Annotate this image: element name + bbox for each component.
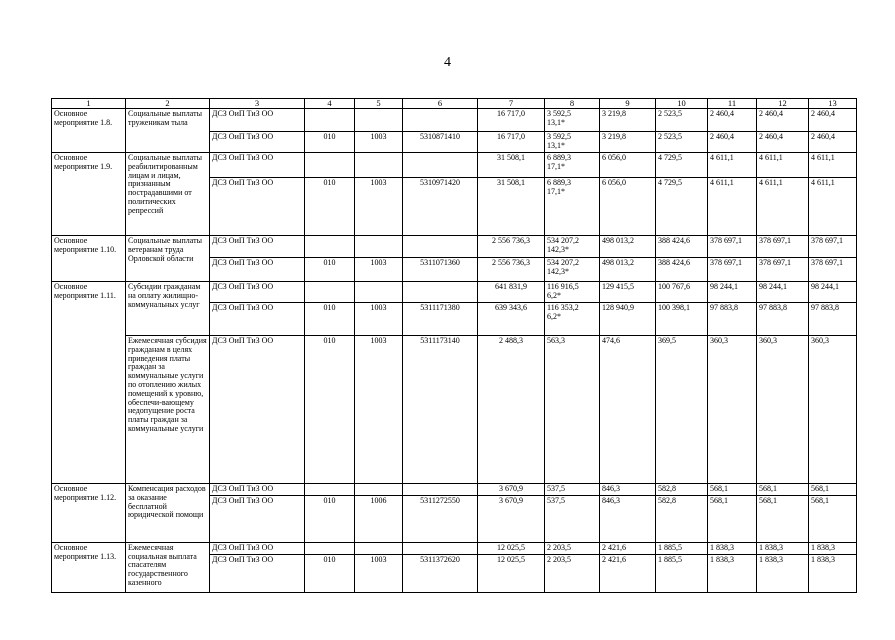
header-cell: 12	[757, 99, 809, 109]
cell-c9: 474,6	[600, 336, 656, 484]
value-main: 534 207,2	[547, 258, 579, 267]
value-main: 563,3	[547, 336, 565, 345]
cell-c12: 2 460,4	[757, 132, 809, 153]
header-row	[52, 99, 857, 109]
cell-c3: ДСЗ ОиП ТиЗ ОО	[210, 178, 305, 236]
cell-c9: 498 013,2	[600, 236, 656, 258]
cell-c7: 16 717,0	[478, 109, 545, 132]
cell-c6: 5310871410	[403, 132, 478, 153]
table-row	[52, 336, 857, 484]
table-row	[52, 484, 857, 496]
cell-c11: 98 244,1	[708, 282, 757, 303]
table-row	[52, 542, 857, 554]
cell-c12: 360,3	[757, 336, 809, 484]
cell-c8	[545, 282, 600, 303]
header-cell: 10	[656, 99, 708, 109]
cell-c12: 4 611,1	[757, 153, 809, 178]
header-cell: 8	[545, 99, 600, 109]
cell-c8	[545, 109, 600, 132]
value-main: 6 889,3	[547, 153, 571, 162]
header-cell: 7	[478, 99, 545, 109]
cell-c3: ДСЗ ОиП ТиЗ ОО	[210, 282, 305, 303]
event-name: Основное мероприятие 1.12.	[52, 484, 126, 543]
value-main: 116 353,2	[547, 303, 579, 312]
cell-c5	[355, 109, 403, 132]
cell-c6	[403, 542, 478, 554]
cell-c5: 1006	[355, 495, 403, 542]
header-cell: 9	[600, 99, 656, 109]
cell-c4: 010	[305, 336, 355, 484]
cell-c10: 2 523,5	[656, 132, 708, 153]
cell-c13: 568,1	[809, 495, 857, 542]
value-main: 537,5	[547, 484, 565, 493]
cell-c9: 3 219,8	[600, 132, 656, 153]
event-description: Компенсация расходов за оказание бесплатной юридической помощи	[126, 484, 210, 543]
cell-c5	[355, 236, 403, 258]
page-number: 4	[444, 55, 451, 70]
cell-c10: 2 523,5	[656, 109, 708, 132]
cell-c6	[403, 109, 478, 132]
cell-c11: 378 697,1	[708, 236, 757, 258]
header-cell: 1	[52, 99, 126, 109]
table-row	[52, 236, 857, 258]
cell-c10: 1 885,5	[656, 542, 708, 554]
cell-c5	[355, 153, 403, 178]
table-row	[52, 109, 857, 132]
cell-c7: 12 025,5	[478, 542, 545, 554]
cell-c13: 378 697,1	[809, 258, 857, 282]
cell-c3: ДСЗ ОиП ТиЗ ОО	[210, 132, 305, 153]
cell-c9: 498 013,2	[600, 258, 656, 282]
event-description: Субсидии гражданам на оплату жилищно-коммунальных услуг	[126, 282, 210, 336]
event-description: Социальные выплаты ветеранам труда Орловской области	[126, 236, 210, 282]
cell-c7: 2 556 736,3	[478, 258, 545, 282]
cell-c6: 5311272550	[403, 495, 478, 542]
cell-c9: 128 940,9	[600, 303, 656, 336]
cell-c13: 4 611,1	[809, 178, 857, 236]
value-note: 6,2*	[547, 290, 561, 300]
cell-c11: 568,1	[708, 495, 757, 542]
cell-c13: 2 460,4	[809, 109, 857, 132]
header-cell: 4	[305, 99, 355, 109]
value-main: 2 203,5	[547, 542, 571, 552]
cell-c7: 31 508,1	[478, 153, 545, 178]
cell-c3: ДСЗ ОиП ТиЗ ОО	[210, 554, 305, 592]
cell-c12: 378 697,1	[757, 258, 809, 282]
event-description: Социальные выплаты труженикам тыла	[126, 109, 210, 153]
cell-c3: ДСЗ ОиП ТиЗ ОО	[210, 153, 305, 178]
cell-c5: 1003	[355, 303, 403, 336]
cell-c8	[545, 153, 600, 178]
cell-c8	[545, 495, 600, 542]
cell-c6	[403, 282, 478, 303]
event-description: Ежемесячная субсидия гражданам в целях приведения платы граждан за коммунальные услуги по отоплению жилых помещений к уровню, обеспечи-вающему недопущение роста платы граждан за коммунальные услуги	[126, 336, 210, 484]
header-cell: 11	[708, 99, 757, 109]
cell-c13: 360,3	[809, 336, 857, 484]
cell-c4	[305, 542, 355, 554]
cell-c10: 100 767,6	[656, 282, 708, 303]
value-note: 13,1*	[547, 117, 565, 127]
cell-c7: 12 025,5	[478, 554, 545, 592]
cell-c5	[355, 282, 403, 303]
cell-c7: 639 343,6	[478, 303, 545, 336]
cell-c8	[545, 336, 600, 484]
header-cell: 13	[809, 99, 857, 109]
cell-c11: 97 883,8	[708, 303, 757, 336]
cell-c5: 1003	[355, 554, 403, 592]
cell-c5: 1003	[355, 132, 403, 153]
cell-c11: 378 697,1	[708, 258, 757, 282]
cell-c5: 1003	[355, 178, 403, 236]
table-body	[52, 99, 857, 593]
cell-c6: 5311071360	[403, 258, 478, 282]
cell-c6: 5311171380	[403, 303, 478, 336]
cell-c10: 388 424,6	[656, 258, 708, 282]
cell-c7: 31 508,1	[478, 178, 545, 236]
event-name: Основное мероприятие 1.9.	[52, 153, 126, 236]
cell-c4: 010	[305, 554, 355, 592]
cell-c11: 1 838,3	[708, 554, 757, 592]
cell-c11: 2 460,4	[708, 109, 757, 132]
cell-c11: 4 611,1	[708, 178, 757, 236]
cell-c4: 010	[305, 258, 355, 282]
cell-c9: 846,3	[600, 484, 656, 496]
cell-c4	[305, 484, 355, 496]
cell-c10: 4 729,5	[656, 178, 708, 236]
cell-c12: 568,1	[757, 484, 809, 496]
value-note: 6,2*	[547, 311, 561, 321]
cell-c3: ДСЗ ОиП ТиЗ ОО	[210, 336, 305, 484]
value-main: 6 889,3	[547, 178, 571, 187]
cell-c3: ДСЗ ОиП ТиЗ ОО	[210, 495, 305, 542]
cell-c13: 378 697,1	[809, 236, 857, 258]
cell-c6	[403, 484, 478, 496]
cell-c4	[305, 282, 355, 303]
cell-c3: ДСЗ ОиП ТиЗ ОО	[210, 303, 305, 336]
cell-c13: 1 838,3	[809, 542, 857, 554]
cell-c10: 1 885,5	[656, 554, 708, 592]
cell-c9: 6 056,0	[600, 178, 656, 236]
cell-c9: 129 415,5	[600, 282, 656, 303]
cell-c11: 1 838,3	[708, 542, 757, 554]
cell-c11: 4 611,1	[708, 153, 757, 178]
header-cell: 2	[126, 99, 210, 109]
cell-c8	[545, 303, 600, 336]
cell-c12: 97 883,8	[757, 303, 809, 336]
event-description: Социальные выплаты реабилитированным лицам и лицам, признанным пострадавшими от политических репрессий	[126, 153, 210, 236]
cell-c11: 2 460,4	[708, 132, 757, 153]
event-name: Основное мероприятие 1.10.	[52, 236, 126, 282]
cell-c7: 641 831,9	[478, 282, 545, 303]
cell-c5: 1003	[355, 258, 403, 282]
cell-c12: 1 838,3	[757, 542, 809, 554]
header-cell: 6	[403, 99, 478, 109]
event-description: Ежемесячная социальная выплата спасателям государственного казенного	[126, 542, 210, 592]
cell-c5: 1003	[355, 336, 403, 484]
cell-c10: 100 398,1	[656, 303, 708, 336]
cell-c4: 010	[305, 178, 355, 236]
cell-c4	[305, 109, 355, 132]
event-name: Основное мероприятие 1.8.	[52, 109, 126, 153]
cell-c6: 5310971420	[403, 178, 478, 236]
cell-c13: 97 883,8	[809, 303, 857, 336]
cell-c12: 378 697,1	[757, 236, 809, 258]
value-main: 3 592,5	[547, 132, 571, 141]
cell-c13: 4 611,1	[809, 153, 857, 178]
cell-c6: 5311173140	[403, 336, 478, 484]
value-note: 13,1*	[547, 140, 565, 150]
cell-c11: 360,3	[708, 336, 757, 484]
cell-c8	[545, 236, 600, 258]
value-main: 3 592,5	[547, 109, 571, 118]
cell-c10: 582,8	[656, 495, 708, 542]
cell-c13: 1 838,3	[809, 554, 857, 592]
value-note: 17,1*	[547, 186, 565, 196]
cell-c8	[545, 484, 600, 496]
cell-c7: 3 670,9	[478, 495, 545, 542]
cell-c12: 4 611,1	[757, 178, 809, 236]
cell-c4	[305, 236, 355, 258]
cell-c3: ДСЗ ОиП ТиЗ ОО	[210, 109, 305, 132]
value-note: 142,3*	[547, 266, 569, 276]
cell-c4: 010	[305, 132, 355, 153]
cell-c10: 388 424,6	[656, 236, 708, 258]
cell-c8	[545, 178, 600, 236]
header-cell: 3	[210, 99, 305, 109]
cell-c13: 2 460,4	[809, 132, 857, 153]
cell-c5	[355, 484, 403, 496]
value-main: 2 203,5	[547, 554, 571, 564]
cell-c3: ДСЗ ОиП ТиЗ ОО	[210, 236, 305, 258]
cell-c5	[355, 542, 403, 554]
cell-c12: 568,1	[757, 495, 809, 542]
cell-c11: 568,1	[708, 484, 757, 496]
cell-c9: 2 421,6	[600, 554, 656, 592]
header-cell: 5	[355, 99, 403, 109]
cell-c9: 3 219,8	[600, 109, 656, 132]
table-row	[52, 153, 857, 178]
cell-c4: 010	[305, 495, 355, 542]
cell-c6	[403, 153, 478, 178]
cell-c9: 2 421,6	[600, 542, 656, 554]
cell-c3: ДСЗ ОиП ТиЗ ОО	[210, 484, 305, 496]
cell-c9: 6 056,0	[600, 153, 656, 178]
cell-c6	[403, 236, 478, 258]
cell-c4: 010	[305, 303, 355, 336]
cell-c10: 4 729,5	[656, 153, 708, 178]
cell-c8	[545, 132, 600, 153]
cell-c8	[545, 542, 600, 554]
cell-c12: 2 460,4	[757, 109, 809, 132]
event-name: Основное мероприятие 1.11.	[52, 282, 126, 484]
cell-c7: 2 556 736,3	[478, 236, 545, 258]
cell-c4	[305, 153, 355, 178]
cell-c3: ДСЗ ОиП ТиЗ ОО	[210, 542, 305, 554]
value-main: 116 916,5	[547, 282, 579, 291]
event-name: Основное мероприятие 1.13.	[52, 542, 126, 592]
cell-c8	[545, 258, 600, 282]
budget-table	[51, 98, 857, 593]
value-main: 537,5	[547, 495, 565, 505]
cell-c6: 5311372620	[403, 554, 478, 592]
cell-c10: 369,5	[656, 336, 708, 484]
value-main: 534 207,2	[547, 236, 579, 245]
value-note: 17,1*	[547, 161, 565, 171]
cell-c7: 3 670,9	[478, 484, 545, 496]
cell-c13: 98 244,1	[809, 282, 857, 303]
value-note: 142,3*	[547, 244, 569, 254]
cell-c12: 98 244,1	[757, 282, 809, 303]
cell-c3: ДСЗ ОиП ТиЗ ОО	[210, 258, 305, 282]
cell-c8	[545, 554, 600, 592]
table-row	[52, 282, 857, 303]
cell-c13: 568,1	[809, 484, 857, 496]
cell-c7: 2 488,3	[478, 336, 545, 484]
cell-c10: 582,8	[656, 484, 708, 496]
cell-c9: 846,3	[600, 495, 656, 542]
cell-c7: 16 717,0	[478, 132, 545, 153]
cell-c12: 1 838,3	[757, 554, 809, 592]
